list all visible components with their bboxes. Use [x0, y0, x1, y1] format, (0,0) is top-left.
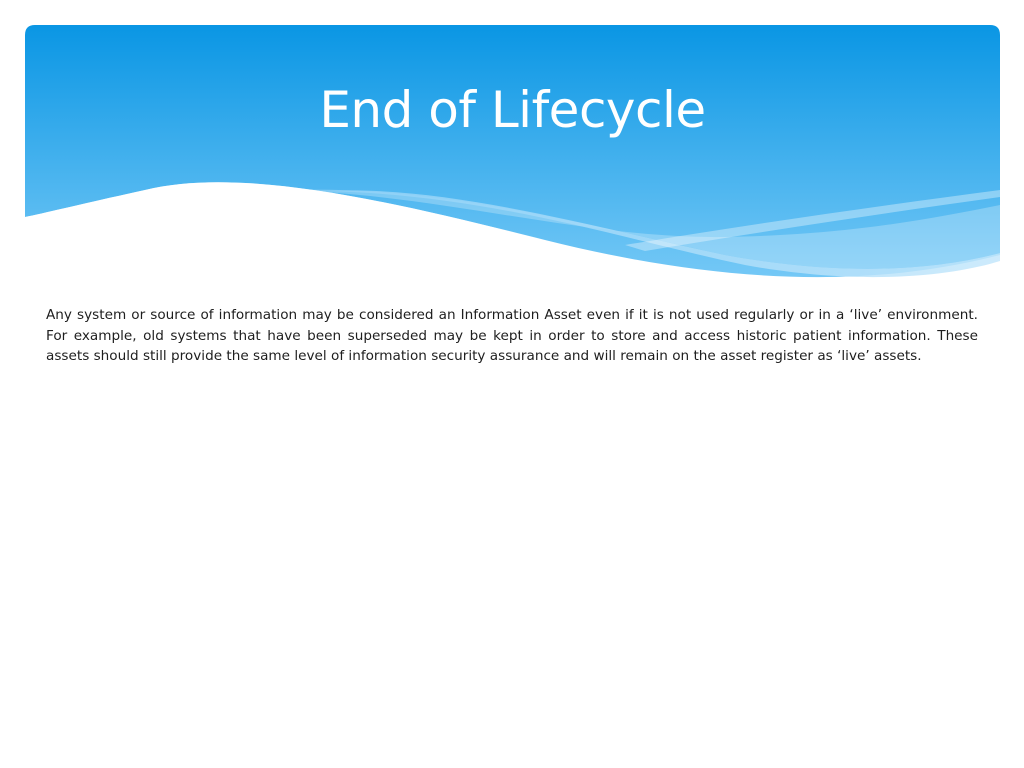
body-paragraph: Any system or source of information may be considered an Information Asset even if it is not used regularly or in a ‘live’ environment. For example, old systems that have been superseded may be kept in order to store and access historic patient information. These assets should still provide the same level of information security assurance and will remain on the asset register as ‘live’ assets. [46, 307, 978, 364]
header-banner [25, 25, 1000, 290]
wave-background [25, 25, 1000, 290]
slide-title: End of Lifecycle [319, 81, 706, 139]
